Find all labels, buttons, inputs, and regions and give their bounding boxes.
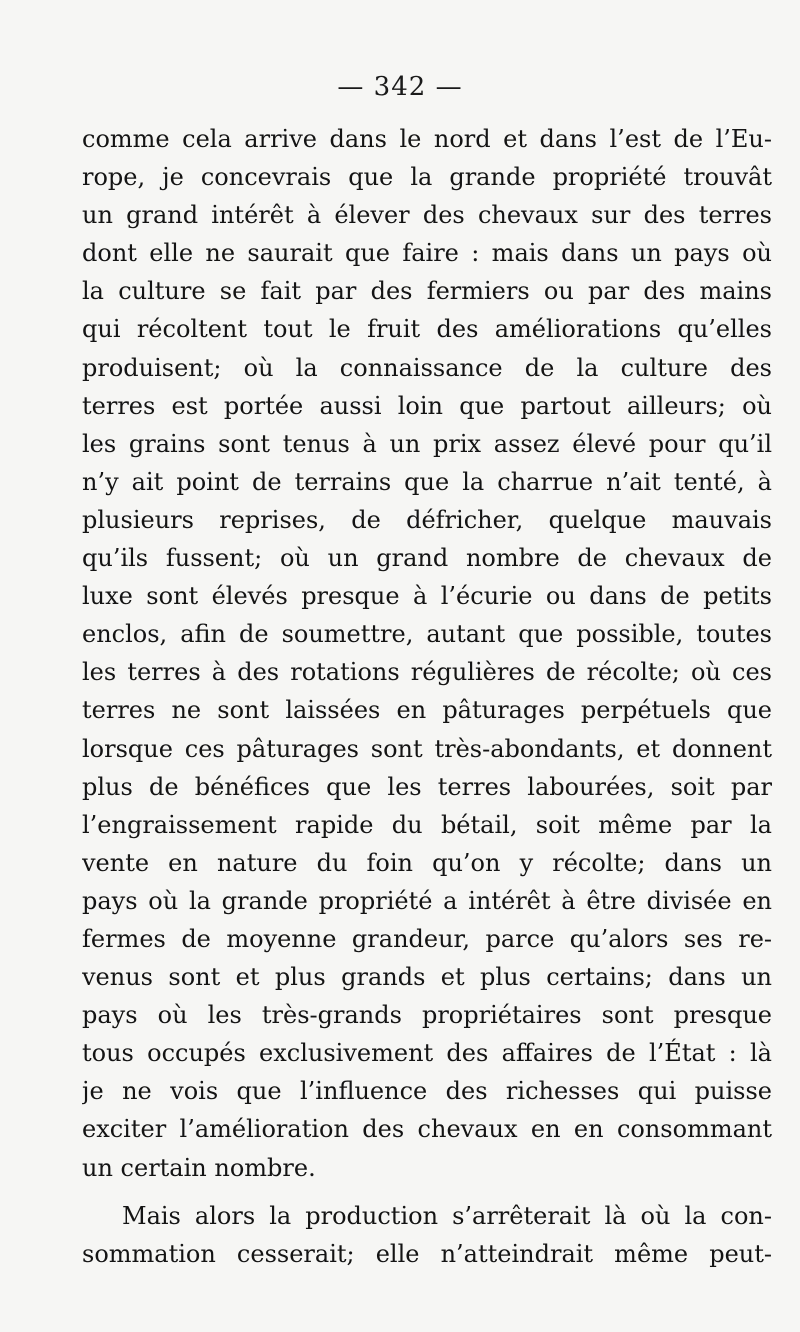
text-line: enclos, afin de soumettre, autant que possible, toutes — [82, 620, 772, 649]
text-line: l’engraissement rapide du bétail, soit même par la — [82, 810, 772, 839]
paragraph — [82, 120, 772, 1187]
page-number: — 342 — — [337, 72, 463, 102]
text-line: qui récoltent tout le fruit des améliorations qu’elles — [82, 315, 772, 344]
text-line: lorsque ces pâturages sont très-abondants, et donnent — [82, 734, 772, 763]
body-text — [82, 120, 772, 1273]
text-line: un certain nombre. — [82, 1153, 316, 1182]
text-line: rope, je concevrais que la grande propriété trouvât — [82, 163, 772, 192]
text-line: qu’ils fussent; où un grand nombre de chevaux de — [82, 544, 772, 573]
text-line: comme cela arrive dans le nord et dans l’est de l’Eu- — [82, 125, 772, 153]
text-line: dont elle ne saurait que faire : mais dans un pays où — [82, 239, 772, 268]
text-line: la culture se fait par des fermiers ou par des mains — [82, 277, 772, 306]
text-line: vente en nature du foin qu’on y récolte; dans un — [82, 848, 772, 877]
text-line: je ne vois que l’influence des richesses qui puisse — [82, 1077, 772, 1106]
text-line: Mais alors la production s’arrêterait là où la con- — [122, 1201, 772, 1230]
text-line: terres est portée aussi loin que partout ailleurs; où — [82, 391, 772, 420]
text-line: tous occupés exclusivement des affaires de l’État : là — [82, 1039, 772, 1068]
text-line: luxe sont élevés presque à l’écurie ou dans de petits — [82, 582, 772, 611]
text-line: venus sont et plus grands et plus certains; dans un — [82, 963, 772, 992]
text-line: plusieurs reprises, de défricher, quelque mauvais — [82, 505, 772, 534]
text-line: n’y ait point de terrains que la charrue n’ait tenté, à — [82, 467, 772, 496]
text-line: un grand intérêt à élever des chevaux sur des terres — [82, 201, 772, 230]
text-line: sommation cesserait; elle n’atteindrait même peut- — [82, 1239, 772, 1268]
text-line: produisent; où la connaissance de la culture des — [82, 353, 772, 382]
paragraph — [82, 1197, 772, 1273]
text-line: les grains sont tenus à un prix assez élevé pour qu’il — [82, 429, 772, 458]
text-line: terres ne sont laissées en pâturages perpétuels que — [82, 696, 772, 725]
text-line: les terres à des rotations régulières de récolte; où ces — [82, 658, 772, 687]
text-line: pays où la grande propriété a intérêt à être divisée en — [82, 886, 772, 915]
text-line: fermes de moyenne grandeur, parce qu’alors ses re- — [82, 924, 772, 953]
text-line: exciter l’amélioration des chevaux en en consommant — [82, 1115, 772, 1144]
paragraph-gap — [82, 1187, 772, 1197]
text-line: plus de bénéfices que les terres labourées, soit par — [82, 772, 772, 801]
text-line: pays où les très-grands propriétaires sont presque — [82, 1001, 772, 1030]
